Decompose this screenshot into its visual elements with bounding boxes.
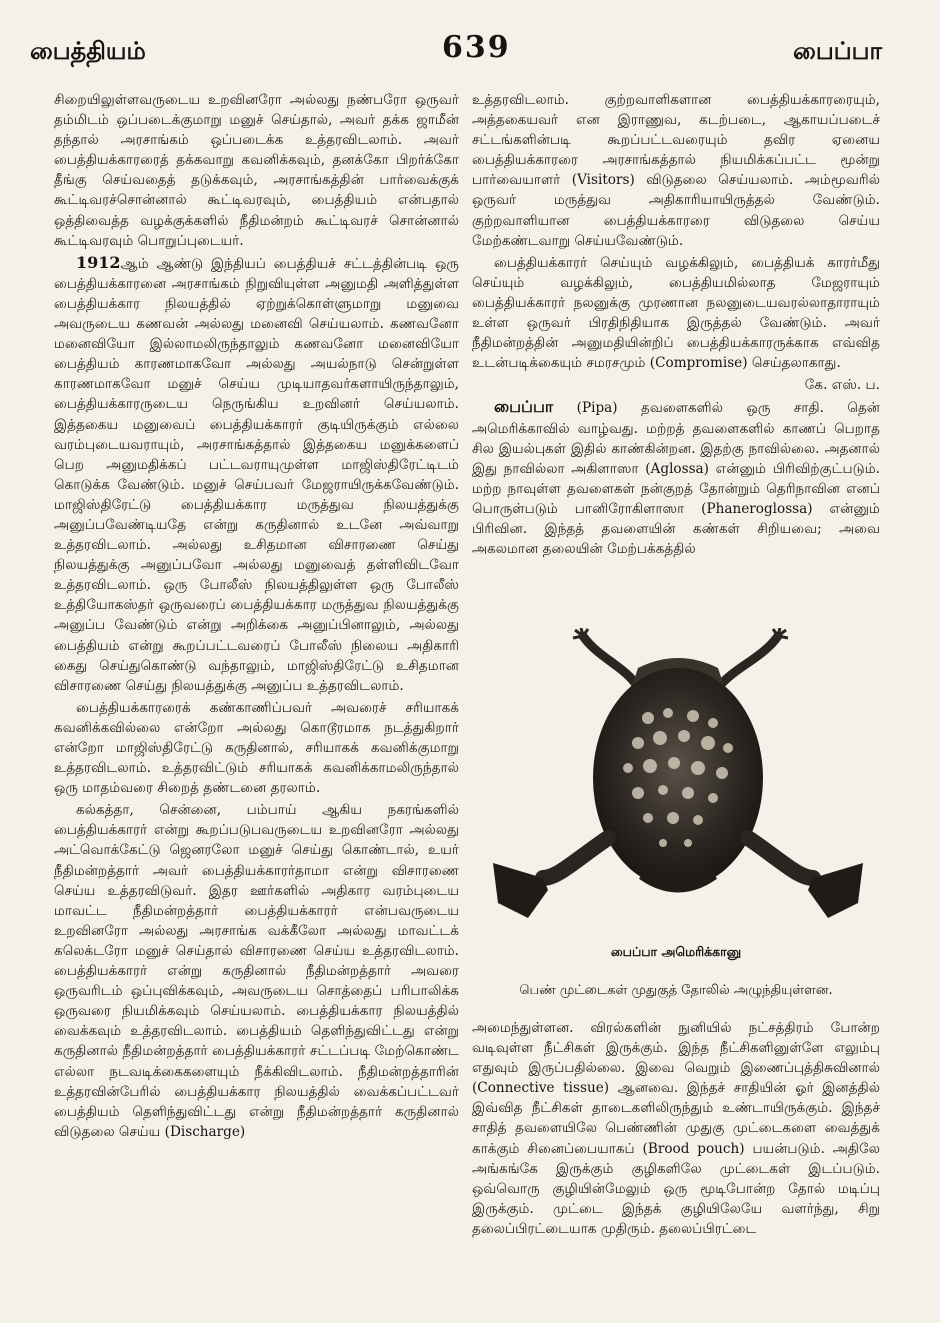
paragraph: சிறையிலுள்ளவருடைய உறவினரோ அல்லது நண்பரோ ஒருவர் தம்மிடம் ஒப்படைக்குமாறு மனுச் செய்தால், அவர் தக்க ஜாமீன் தந்தால் அரசாங்கம் ஒப்படைக்க உத்தரவிடலாம். அவர் பைத்தியக்காரரைத் தக்கவாறு கவனிக்கவும், தனக்கோ பிறர்க்கோ தீங்கு செய்வதைத் தடுக்கவும், அரசாங்கத்தின் பார்வைக்குக் கூட்டிவரச்சொன்னால் கூட்டிவரவும், பைத்தியம் என்பதால் ஒத்திவைத்த வழக்குக்களில் நீதிமன்றம் கூட்டிவரச் சொன்னால் கூட்டிவரவும் பொறுப்புடையர். bbox=[54, 92, 459, 249]
figure-caption: பெண் முட்டைகள் முதுகுத் தோலில் அழுந்தியுள்ளன. bbox=[519, 983, 833, 998]
running-head-left: பைத்தியம் bbox=[30, 36, 146, 65]
pipa-frog-image bbox=[488, 628, 868, 938]
page-header bbox=[30, 30, 882, 70]
paragraph: அமைந்துள்ளன. விரல்களின் நுனியில் நட்சத்திரம் போன்ற வடிவுள்ள நீட்சிகள் இருக்கும். இந்த நீட்சிகளினுள்ளே எலும்பு எதுவும் இருப்பதில்லை. இவை வெறும் இணைப்புத்திசுவினால் (Connective tissue) ஆனவை. இந்தச் சாதியின் ஓர் இனத்தில் இவ்வித நீட்சிகள் தாடைகளிலிருந்தும் உண்டாயிருக்கும். இந்தச் சாதித் தவளையிலே பெண்ணின் முதுகு முட்டைகளை வைத்துக் காக்கும் சினைப்பையாகப் (Brood pouch) பயன்படும். அதிலே அங்கங்கே இருக்கும் குழிகளிலே முட்டைகள் இடப்படும். ஒவ்வொரு குழியின்மேலும் ஒரு மூடிபோன்ற தோல் மடிப்பு இருக்கும். முட்டை இந்தக் குழியிலேயே வளர்ந்து, சிறு தலைப்பிரட்டையாக முதிரும். தலைப்பிரட்டை bbox=[472, 1020, 880, 1237]
paragraph: கல்கத்தா, சென்னை, பம்பாய் ஆகிய நகரங்களில் பைத்தியக்காரர் என்று கூறப்படுபவருடைய உறவினரோ அல்லது அட்வொக்கேட்டு ஜெனரலோ மனுச் செய்து கொண்டால், உயர் நீதிமன்றத்தார் அவர் பைத்தியக்காரர்தாமா என்று விசாரணை செய்ய உத்தரவிடுவர். இதர ஊர்களில் அதிகார வரம்புடைய மாவட்ட நீதிமன்றத்தார் பைத்தியக்காரர் என்பவருடைய உறவினரோ அல்லது அரசாங்க வக்கீலோ அல்லது மாவட்டக் கலெக்டரோ மனுச் செய்தால் விசாரணை செய்ய உத்தரவிடலாம். பைத்தியக்காரர் என்று கருதினால் நீதிமன்றத்தார் அவரை ஒருவரிடம் ஒப்புவிக்கவும், அவருடைய சொத்தைப் பரிபாலிக்க ஒருவரை நியமிக்கவும் செய்யலாம். பைத்தியக்கார நிலயத்தில் வைக்கவும் உத்தரவிடலாம். பைத்தியம் தெளிந்துவிட்டது என்று கருதினால் நீதிமன்றத்தார் பைத்தியக்காரர் சட்டப்படி மேற்கொண்ட எல்லா நடவடிக்கைகளையும் நீக்கிவிடலாம். நீதிமன்றத்தாரின் உத்தரவின்பேரில் பைத்தியக்கார நிலயத்தில் வைக்கப்பட்டவர் பைத்தியம் தெளிந்துவிட்டது என்று நீதிமன்றத்தார் கருதினால் விடுதலை செய்ய (Discharge) bbox=[54, 802, 459, 1140]
right-column bbox=[472, 90, 880, 561]
paragraph: பைத்தியக்காரர் செய்யும் வழக்கிலும், பைத்தியக் காரர்மீது செய்யும் வழக்கிலும், பைத்தியமில்லாத மேஜராயும் பைத்தியக்காரர் நலனுக்கு முரணான நலனுடையவரல்லாதாராயும் உள்ள ஒருவர் பிரதிநிதியாக இருத்தல் வேண்டும். அவர் நீதிமன்றத்தின் அனுமதியின்றிப் பைத்தியக்காரருக்காக எவ்வித உடன்படிக்கையும் சமரசமும் (Compromise) செய்தலாகாது. bbox=[472, 254, 880, 372]
left-column bbox=[54, 90, 459, 1144]
running-head-right: பைப்பா bbox=[793, 36, 882, 65]
paragraph-text: ஆம் ஆண்டு இந்தியப் பைத்தியச் சட்டத்தின்படி ஒரு பைத்தியக்காரனை அரசாங்கம் நிறுவியுள்ள அனுமதி அளித்துள்ள பைத்தியக்கார நிலயத்தில் ஏற்றுக்கொள்ளுமாறு மனுவை அவருடைய கணவன் அல்லது மனைவி செய்யலாம். கணவனோ மனைவியோ இல்லாமலிருந்தாலும் கணவனோ மனைவியோ பைத்தியம் காரணமாகவோ அல்லது அயல்நாடு சென்றுள்ள காரணமாகவோ மனுச் செய்ய முடியாதவர்களாயிருந்தாலும், பைத்தியக்காரருடைய நெருங்கிய உறவினர் செய்யலாம். இத்தகைய மனுவைப் பைத்தியக்காரர் குடியிருக்கும் எல்லை வரம்புடையவராயும், அரசாங்கத்தால் இத்தகைய மனுக்களைப் பெற அனுமதிக்கப் பட்டவராயுமுள்ள மாஜிஸ்திரேட்டிடம் கொடுக்க வேண்டும். மனுச் செய்பவர் மேஜராயிருக்கவேண்டும். மாஜிஸ்திரேட்டு பைத்தியக்கார மருத்துவ நிலயத்துக்கு அனுப்பவேண்டியதே என்று கருதினால் உடனே அவ்வாறு உத்தரவிடலாம். அல்லது உசிதமான விசாரணை செய்து நிலயத்துக்கு அனுப்பவோ அல்லது மனுவைத் தள்ளிவிடவோ உத்தரவிடலாம். ஒரு போலீஸ் நிலயத்திலுள்ள ஒரு போலீஸ் உத்தியோகஸ்தர் ஒருவரைப் பைத்தியக்கார மருத்துவ நிலயத்துக்கு அனுப்ப வேண்டும் என்று அறிக்கை அனுப்பினாலும், அல்லது பைத்தியம் என்று கூறப்பட்டவரைப் போலீஸ் நிலைய அதிகாரி கைது செய்துகொண்டு வந்தாலும், மாஜிஸ்திரேட்டு உசிதமான விசாரணை செய்து நிலயத்துக்கு அனுப்ப உத்தரவிடலாம். bbox=[54, 255, 459, 694]
paragraph-text: (Pipa) தவளைகளில் ஒரு சாதி. தென் அமெரிக்காவில் வாழ்வது. மற்றத் தவளைகளில் காணப் பெறாத சில இயல்புகள் இதில் காண்கின்றன. இதற்கு நாவில்லை. அதனால் இது நாவில்லா அகிளாஸா (Aglossa) என்னும் பிரிவிற்குட்படும். மற்ற நாவுள்ள தவளைகள் நன்குறத் தோன்றும் தெரிநாவின எனப் பொருள்படும் பானிரோகிளாஸா (Phaneroglossa) என்னும் பிரிவின. இந்தத் தவளையின் கண்கள் சிறியவை; அவை அகலமான தலையின் மேற்பக்கத்தில் bbox=[472, 400, 880, 558]
right-column-continued bbox=[472, 1018, 880, 1239]
frog-illustration bbox=[488, 628, 868, 938]
paragraph: பைத்தியக்காரரைக் கண்காணிப்பவர் அவரைச் சரியாகக் கவனிக்கவில்லை என்றோ அல்லது கொடூரமாக நடத்துகிறார் என்றோ மாஜிஸ்திரேட்டு கருதினால், சரியாகக் கவனிக்குமாறு உத்தரவிடலாம். உத்தரவிட்டும் சரியாகக் கவனிக்காமலிருந்தால் ஒரு மாதம்வரை சிறைத் தண்டனை தரலாம். bbox=[54, 699, 459, 797]
figure-title: பைப்பா அமெரிக்கானு bbox=[610, 944, 742, 959]
entry-headword: பைப்பா bbox=[494, 397, 554, 417]
year: 1912 bbox=[76, 252, 121, 272]
page-number: 639 bbox=[442, 30, 511, 65]
author-signature: கே. எஸ். ப. bbox=[804, 377, 880, 394]
entry-paragraph bbox=[472, 397, 880, 559]
paragraph bbox=[54, 253, 459, 696]
paragraph: உத்தரவிடலாம். குற்றவாளிகளான பைத்தியக்காரரையும், அத்தகையவர் என இராணுவ, கடற்படை, ஆகாயப்படைச் சட்டங்களின்படி கூறப்பட்டவரையும் தவிர ஏனைய பைத்தியக்காரரை அரசாங்கத்தால் நியமிக்கப்பட்ட மூன்று பார்வையாளர் (Visitors) விடுதலை செய்யலாம். அம்மூவரில் ஒருவர் மருத்துவ அதிகாரியாயிருத்தல் வேண்டும். குற்றவாளியான பைத்தியக்காரரை விடுதலை செய்ய மேற்கண்டவாறு செய்யவேண்டும். bbox=[472, 92, 880, 249]
